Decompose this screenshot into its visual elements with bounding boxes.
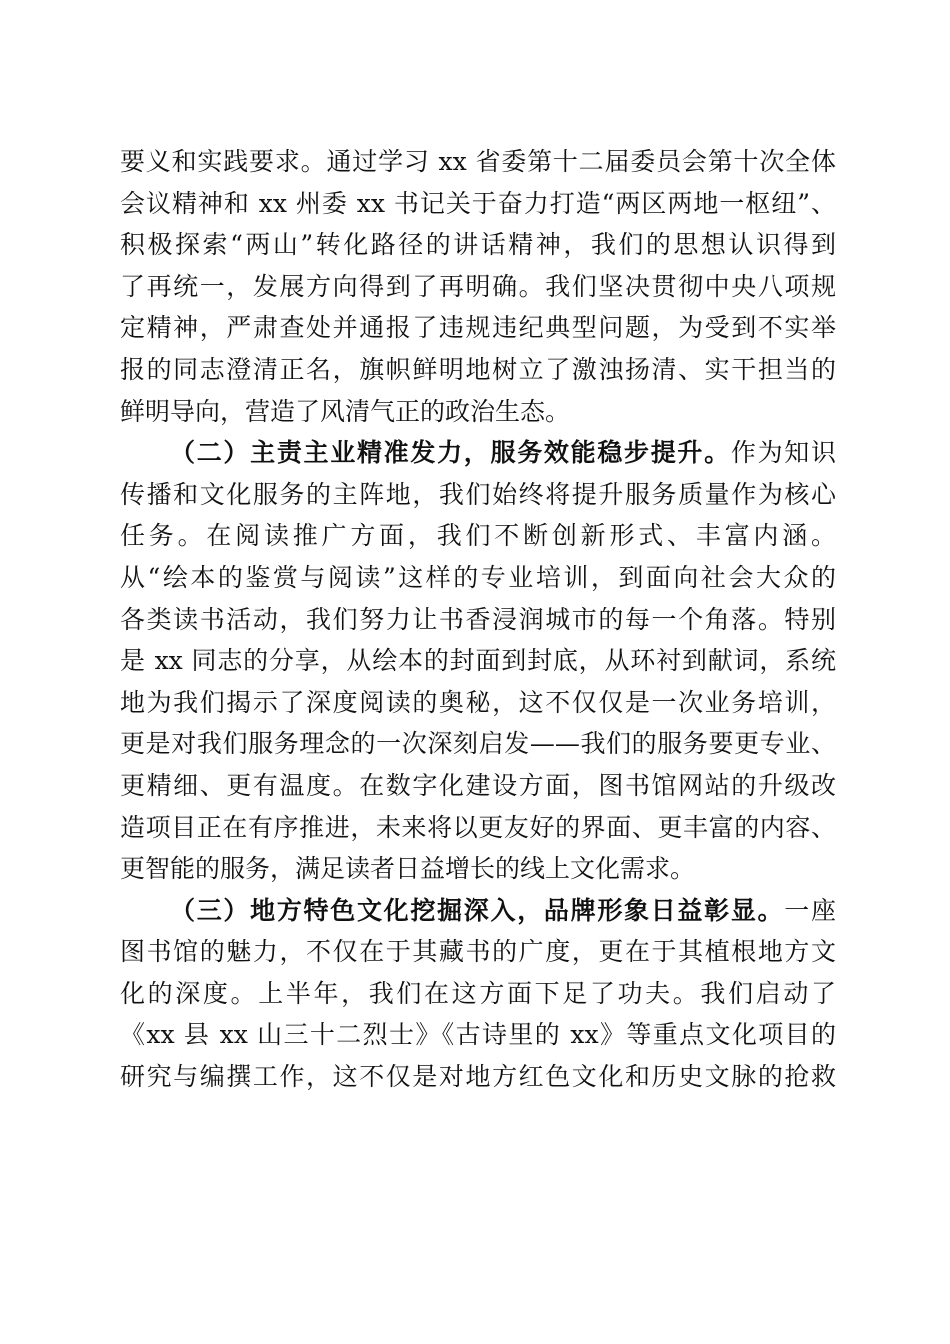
- text-span: 作为知识: [730, 438, 836, 468]
- paragraph-first-line: [120, 890, 836, 932]
- section-heading: （二）主责主业精准发力，服务效能稳步提升。: [170, 438, 731, 468]
- paragraph-first-line: [120, 432, 836, 474]
- text-line: 地为我们揭示了深度阅读的奥秘，这不仅仅是一次业务培训，: [120, 687, 836, 717]
- paragraph-1: [120, 141, 836, 432]
- text-line: 任务。在阅读推广方面，我们不断创新形式、丰富内涵。: [120, 521, 836, 551]
- paragraph-3: [120, 890, 836, 1098]
- text-line: 会议精神和 xx 州委 xx 书记关于奋力打造“两区两地一枢纽”、: [120, 188, 836, 218]
- text-line: 是 xx 同志的分享，从绘本的封面到封底，从环衬到献词，系统: [120, 646, 836, 676]
- text-line: 各类读书活动，我们努力让书香浸润城市的每一个角落。特别: [120, 604, 836, 634]
- text-line: 报的同志澄清正名，旗帜鲜明地树立了激浊扬清、实干担当的: [120, 354, 836, 384]
- text-line: 传播和文化服务的主阵地，我们始终将提升服务质量作为核心: [120, 479, 836, 509]
- section-heading: （三）地方特色文化挖掘深入，品牌形象日益彰显。: [170, 895, 785, 925]
- text-line: 更精细、更有温度。在数字化建设方面，图书馆网站的升级改: [120, 770, 836, 800]
- text-line: 定精神，严肃查处并通报了违规违纪典型问题，为受到不实举: [120, 313, 836, 343]
- text-line: 造项目正在有序推进，未来将以更友好的界面、更丰富的内容、: [120, 812, 836, 842]
- document-body: [120, 141, 836, 1098]
- text-line: 《xx 县 xx 山三十二烈士》《古诗里的 xx》等重点文化项目的: [120, 1020, 836, 1050]
- paragraph-2: [120, 432, 836, 890]
- text-line: 图书馆的魅力，不仅在于其藏书的广度，更在于其植根地方文: [120, 937, 836, 967]
- text-line: 更是对我们服务理念的一次深刻启发——我们的服务要更专业、: [120, 729, 836, 759]
- text-line: 从“绘本的鉴赏与阅读”这样的专业培训，到面向社会大众的: [120, 562, 836, 592]
- text-span: 一座: [784, 895, 836, 925]
- text-line: 积极探索“两山”转化路径的讲话精神，我们的思想认识得到: [120, 230, 836, 260]
- text-line: 鲜明导向，营造了风清气正的政治生态。: [120, 396, 571, 426]
- text-line: 化的深度。上半年，我们在这方面下足了功夫。我们启动了: [120, 978, 836, 1008]
- text-line: 了再统一，发展方向得到了再明确。我们坚决贯彻中央八项规: [120, 271, 836, 301]
- text-line: 要义和实践要求。通过学习 xx 省委第十二届委员会第十次全体: [120, 147, 836, 176]
- text-line: 研究与编撰工作，这不仅是对地方红色文化和历史文脉的抢救: [120, 1062, 836, 1092]
- text-line: 更智能的服务，满足读者日益增长的线上文化需求。: [120, 854, 696, 884]
